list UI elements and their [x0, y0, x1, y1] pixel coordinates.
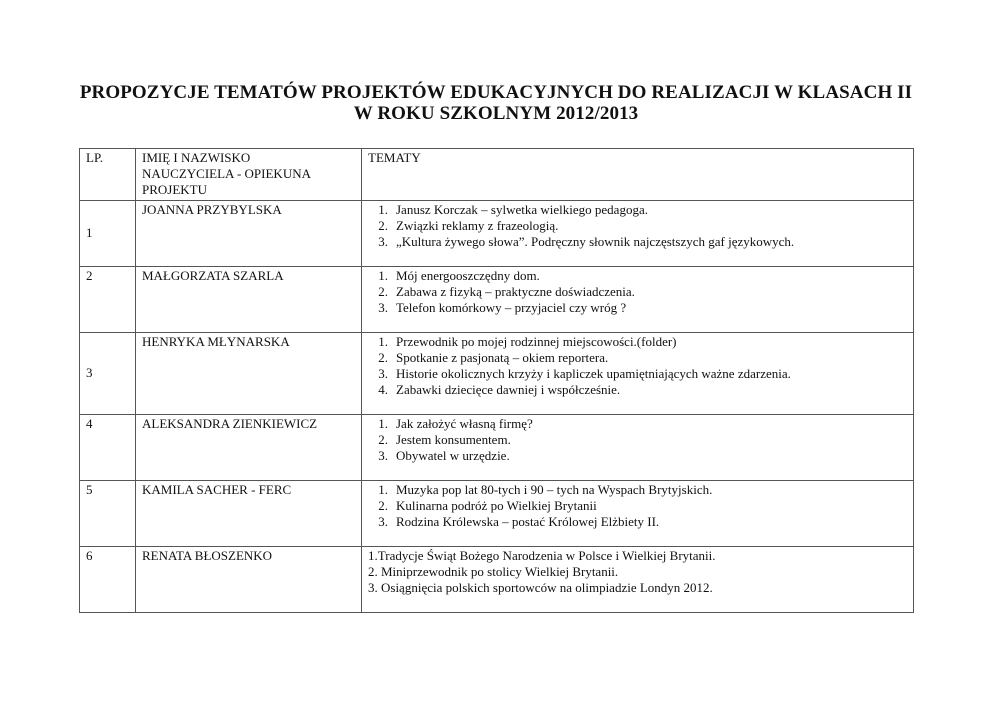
topic-item: 1. Przewodnik po mojej rodzinnej miejscowości.(folder)	[378, 334, 677, 349]
topic-text: Rodzina Królewska – postać Królowej Elżbiety II.	[396, 514, 660, 529]
topic-text: Obywatel w urzędzie.	[396, 448, 510, 463]
header-topics	[362, 149, 914, 201]
topic-item: 1. Janusz Korczak – sylwetka wielkiego pedagoga.	[378, 202, 648, 217]
table-row	[80, 201, 914, 267]
header-teacher	[136, 149, 362, 201]
row-topics	[362, 201, 914, 267]
row-lp: 3	[80, 333, 136, 415]
topic-item: 1. Muzyka pop lat 80-tych i 90 – tych na Wyspach Brytyjskich.	[378, 482, 713, 497]
topic-line: 3. Osiągnięcia polskich sportowców na olimpiadzie Londyn 2012.	[368, 580, 713, 595]
row-teacher: RENATA BŁOSZENKO	[136, 547, 362, 613]
header-teacher-line-1: IMIĘ I NAZWISKO	[142, 150, 251, 165]
table-row	[80, 333, 914, 415]
row-topics	[362, 547, 914, 613]
topic-item: 2. Kulinarna podróż po Wielkiej Brytanii	[378, 498, 597, 513]
topic-list	[368, 268, 909, 316]
topic-text: Przewodnik po mojej rodzinnej miejscowości.(folder)	[396, 334, 677, 349]
row-teacher: MAŁGORZATA SZARLA	[136, 267, 362, 333]
row-topics	[362, 333, 914, 415]
row-teacher: KAMILA SACHER - FERC	[136, 481, 362, 547]
topic-item: 1. Jak założyć własną firmę?	[378, 416, 533, 431]
topic-item: 2. Spotkanie z pasjonatą – okiem reportera.	[378, 350, 609, 365]
header-teacher-line-3: PROJEKTU	[142, 182, 208, 197]
document-title	[0, 82, 992, 124]
row-lp: 5	[80, 481, 136, 547]
row-teacher: JOANNA PRZYBYLSKA	[136, 201, 362, 267]
row-lp: 6	[80, 547, 136, 613]
row-topics	[362, 481, 914, 547]
topic-text: Zabawa z fizyką – praktyczne doświadczenia.	[396, 284, 635, 299]
row-lp: 4	[80, 415, 136, 481]
topic-text: Kulinarna podróż po Wielkiej Brytanii	[396, 498, 597, 513]
topic-item: 3. Rodzina Królewska – postać Królowej Elżbiety II.	[378, 514, 660, 529]
topic-item: 2. Jestem konsumentem.	[378, 432, 511, 447]
topic-item: 1. Mój energooszczędny dom.	[378, 268, 540, 283]
topic-text: Zabawki dziecięce dawniej i współcześnie.	[396, 382, 621, 397]
topic-item: 3. Historie okolicznych krzyży i kapliczek upamiętniających ważne zdarzenia.	[378, 366, 791, 381]
topic-list	[368, 482, 909, 530]
topic-text: Mój energooszczędny dom.	[396, 268, 540, 283]
row-teacher: ALEKSANDRA ZIENKIEWICZ	[136, 415, 362, 481]
table-row	[80, 547, 914, 613]
row-lp: 1	[80, 201, 136, 267]
table-row	[80, 267, 914, 333]
topic-list	[368, 334, 909, 398]
topic-text: Jestem konsumentem.	[396, 432, 511, 447]
topic-item: 2. Zabawa z fizyką – praktyczne doświadczenia.	[378, 284, 635, 299]
topic-text: Muzyka pop lat 80-tych i 90 – tych na Wyspach Brytyjskich.	[396, 482, 713, 497]
topic-item: 3. „Kultura żywego słowa”. Podręczny słownik najczęstszych gaf językowych.	[378, 234, 795, 249]
topic-text: Telefon komórkowy – przyjaciel czy wróg ?	[396, 300, 627, 315]
title-line-2: W ROKU SZKOLNYM 2012/2013	[353, 103, 639, 124]
row-topics	[362, 415, 914, 481]
topic-list	[368, 416, 909, 464]
table-header-row	[80, 149, 914, 201]
title-line-1: PROPOZYCJE TEMATÓW PROJEKTÓW EDUKACYJNYCH DO REALIZACJI W KLASACH II	[79, 82, 913, 103]
row-lp: 2	[80, 267, 136, 333]
topic-text: Związki reklamy z frazeologią.	[396, 218, 559, 233]
topic-text: „Kultura żywego słowa”. Podręczny słownik najczęstszych gaf językowych.	[396, 234, 795, 249]
header-topics-label: TEMATY	[368, 150, 421, 165]
projects-table	[79, 148, 914, 613]
topic-item: 3. Obywatel w urzędzie.	[378, 448, 510, 463]
topic-item: 3. Telefon komórkowy – przyjaciel czy wróg ?	[378, 300, 627, 315]
topic-line: 2. Miniprzewodnik po stolicy Wielkiej Brytanii.	[368, 564, 619, 579]
row-topics	[362, 267, 914, 333]
header-teacher-line-2: NAUCZYCIELA - OPIEKUNA	[142, 166, 311, 181]
topic-text: Jak założyć własną firmę?	[396, 416, 533, 431]
topic-line: 1.Tradycje Świąt Bożego Narodzenia w Polsce i Wielkiej Brytanii.	[368, 548, 716, 563]
row-teacher: HENRYKA MŁYNARSKA	[136, 333, 362, 415]
topic-item: 2. Związki reklamy z frazeologią.	[378, 218, 559, 233]
table-row	[80, 415, 914, 481]
header-lp-label: LP.	[86, 150, 103, 165]
topic-text: Janusz Korczak – sylwetka wielkiego pedagoga.	[396, 202, 648, 217]
topic-text: Historie okolicznych krzyży i kapliczek upamiętniających ważne zdarzenia.	[396, 366, 791, 381]
topic-list	[368, 202, 909, 250]
table-row	[80, 481, 914, 547]
header-lp	[80, 149, 136, 201]
topic-text: Spotkanie z pasjonatą – okiem reportera.	[396, 350, 609, 365]
topic-item: 4. Zabawki dziecięce dawniej i współcześnie.	[378, 382, 621, 397]
